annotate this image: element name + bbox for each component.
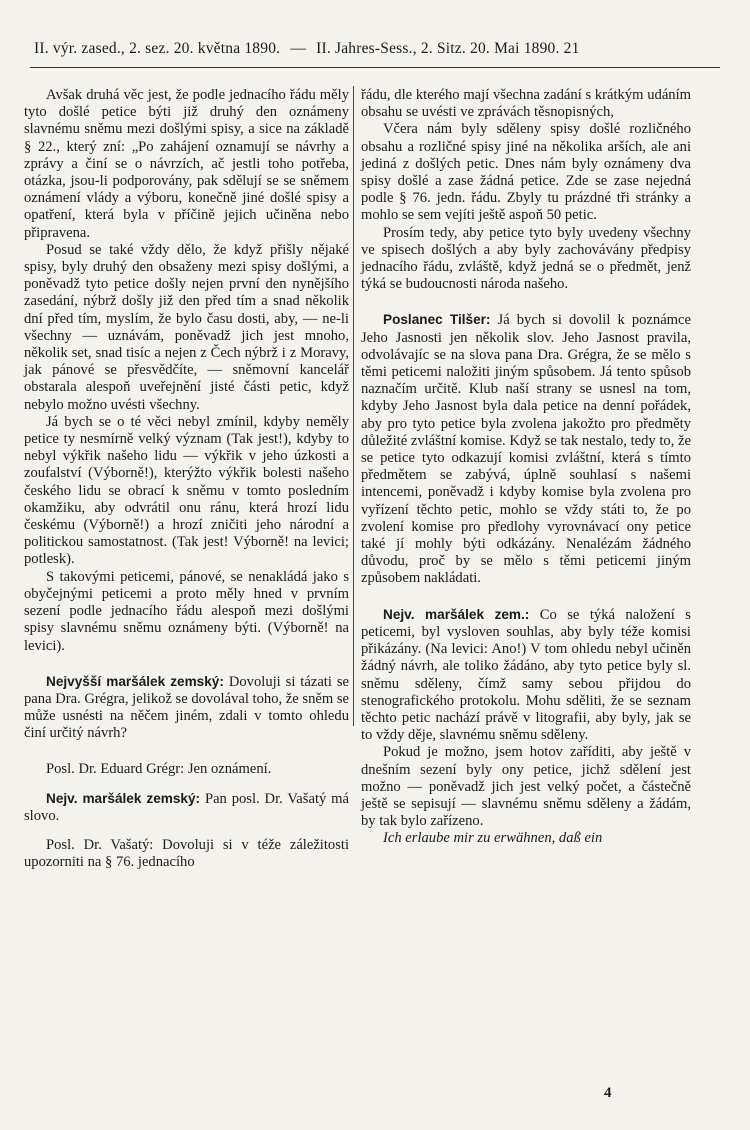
paragraph: S takovými peticemi, pánové, se nenakládá jako s obyčejnými peticemi a proto měly hned v prvním sezení podle jednacího řádu alespoň mezi došlými spisy slavnému sněmu oznámeny býti. (Výborně! na levici). bbox=[24, 568, 349, 654]
speaker-name: Nejvyšší maršálek zemský: bbox=[46, 673, 224, 689]
left-column bbox=[24, 87, 349, 872]
speech-paragraph bbox=[361, 311, 691, 587]
paragraph: Pokud je možno, jsem hotov zaříditi, aby ještě v dnešním sezení byly ony petice, jichž sdělení jest možno — poněvadž jich jest velký počet, a částečně ještě se sepisují — slavnému sněmu sděleny a žádám, by tak bylo zařízeno. bbox=[361, 744, 691, 830]
running-header bbox=[34, 40, 724, 58]
header-german: II. Jahres-Sess., 2. Sitz. 20. Mai 1890. 21 bbox=[316, 40, 580, 57]
header-rule bbox=[30, 67, 720, 68]
speaker-name: Nejv. maršálek zem.: bbox=[383, 606, 530, 622]
right-column bbox=[361, 87, 691, 848]
speech-text: Pan posl. Dr. Vašatý má slovo. bbox=[24, 790, 349, 824]
paragraph: Avšak druhá věc jest, že podle jednacího řádu měly tyto došlé petice býti již druhý den oznámeny slavnému sněmu mezi došlými spisy, a sice na základě § 22., který zní: „Po zahájení oznamují se návrhy a zprávy a činí se o návrzích, ač jestli toho potřeba, otázka, jsou-li podporovány, pak sdělují se se sněmem oznámení vlády a výboru, konečně jiné došlé spisy a opatření, která byla v příčině jejich učiněna nebo připravena. bbox=[24, 87, 349, 241]
paragraph: Já bych se o té věci nebyl zmínil, kdyby neměly petice ty nesmírně velký význam (Tak jest!), kdyby to nebyl výkřik našeho lidu — výkřik v jeho úzkosti a zoufalství (Výborně!), kterýžto výkřik bolesti našeho českého lidu se obrací k sněmu v tomto posledním okamžiku, aby odvrátil onu ránu, která hrozí lidu českému (Výborně!) a hrozí zničiti jeho národní a politickou samostatnost. (Tak jest! Výborně! na levici; potlesk). bbox=[24, 413, 349, 568]
speech-paragraph bbox=[361, 606, 691, 745]
speech-paragraph bbox=[24, 673, 349, 743]
paragraph: Včera nám byly sděleny spisy došlé rozličného obsahu a rozličné spisy jiné na několika arších, ale ani jediná z došlých petic. Dnes nám byly oznámeny dva spisy došlé a zase žádná petice. Zde se zase nejedná podle § 76. jedn. řádu. Zbyly tu prázdné tři stránky a mohlo se sem vejíti ještě aspoň 50 petic. bbox=[361, 121, 691, 224]
speech-text: Co se týká naložení s peticemi, byl vysloven souhlas, aby byly téže komisi přikázány. (Na levici: Ano!) V tom ohledu nebyl učiněn žádný návrh, ale toliko žádáno, aby tyto petice byly sl. sněmu sděleny, čímž samy sebou přijdou do stenografického protokolu. Mohu sděliti, že se seznam těchto petic nachází právě v litografii, aby byly, jak se to vždy děje, slavnému sněmu sděleny. bbox=[361, 606, 691, 744]
page-number: 4 bbox=[604, 1085, 612, 1101]
paragraph: Posud se také vždy dělo, že když přišly nějaké spisy, byly druhý den obsaženy mezi spisy došlými, a poněvadž tyto petice došly nejen první den nynějšího zasedání, nýbrž došly již den před tím a snad několik dní před tím, myslím, že bylo času dosti, aby, — ne-li všechny — uznávám, poněvadž jich jest mnoho, několik set, snad tisíc a nejen z Čech nýbrž i z Moravy, jak pánové se přesvědčíte, — sněmovní kancelář obstarala alespoň uveřejnění jisté části petic, když nebylo možno uvésti všechny. bbox=[24, 241, 349, 413]
speaker-name: Nejv. maršálek zemský: bbox=[46, 790, 201, 806]
speech-text: Dovoluji si tázati se pana Dra. Grégra, jelikož se dovolával toho, že sněm se může usnésti na něčem jiném, zdali v tomto ohledu činí určitý návrh? bbox=[24, 673, 349, 742]
paragraph: Prosím tedy, aby petice tyto byly uvedeny všechny ve spisech došlých a aby byly zachovávány předpisy jednacího řádu, zvláště, když jedná se o předmět, jenž týká se budoucnosti národa našeho. bbox=[361, 224, 691, 293]
german-text: Ich erlaube mir zu erwähnen, daß ein bbox=[383, 830, 603, 847]
paragraph: řádu, dle kterého mají všechna zadání s krátkým udáním obsahu se uvésti ve zprávách těsnopisných, bbox=[361, 87, 691, 121]
speech-paragraph: Posl. Dr. Eduard Grégr: Jen oznámení. bbox=[46, 760, 272, 777]
speech-paragraph: Posl. Dr. Vašatý: Dovoluji si v téže záležitosti upozorniti na § 76. jednacího bbox=[24, 837, 349, 871]
header-separator: — bbox=[290, 40, 307, 57]
speaker-name: Poslanec Tilšer: bbox=[383, 312, 491, 328]
column-divider bbox=[353, 86, 354, 726]
speech-paragraph bbox=[24, 790, 349, 825]
speech-text: Já bych si dovolil k poznámce Jeho Jasnosti jen několik slov. Jeho Jasnost pravila, odvolávajíc se na slova pana Dra. Grégra, že se mělo s těmi peticemi naložiti jiným spůsobem. Já tento spůsob naznačím určitě. Klub naší strany se usnesl na tom, kdyby Jeho Jasnost byla dala petice na denní pořádek, aby pro tyto petice byla zvolena jakožto pro předměty důležité zvláštní komise. Když se tak nestalo, tedy to, že se petice tyto odkazují komisi zvláštní, která s tímto předmětem se zabývá, úplně souhlasí s našemi intencemi, poněvadž i kdyby komise byla zvolena pro vyřízení těchto petic, mohlo se vždy státi to, že po zvolení komise pro předlohy vyrovnávací ony petice také jí mohly býti odkázány. Nenalézám žádného důvodu, proč by se mělo s těmi peticemi jiným způsobem nakládati. bbox=[361, 312, 691, 587]
header-czech: II. výr. zased., 2. sez. 20. května 1890. bbox=[34, 40, 281, 57]
